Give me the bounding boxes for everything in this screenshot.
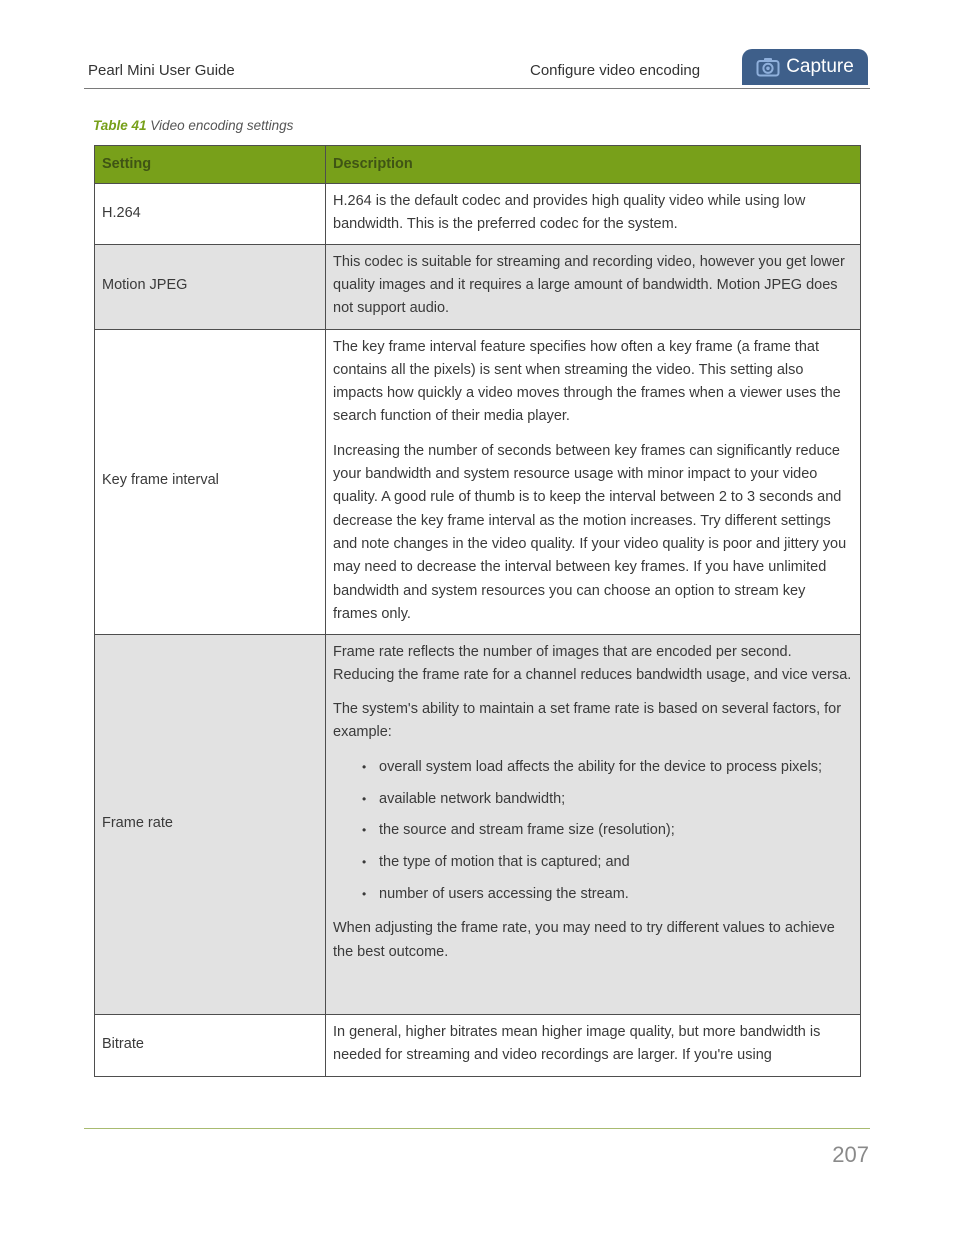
description-paragraph: H.264 is the default codec and provides high quality video while using low bandwidth. This is the preferred codec for the system. [333,193,806,233]
setting-cell: Key frame interval [95,329,326,634]
table-header-row [95,146,861,184]
description-paragraph: The system's ability to maintain a set frame rate is based on several factors, for example: [333,701,842,741]
description-paragraph: Frame rate reflects the number of images that are encoded per second. Reducing the frame rate for a channel reduces bandwidth usage, and vice versa. [333,643,852,683]
description-cell [326,184,861,245]
column-header-setting: Setting [95,146,326,184]
table-caption [93,118,293,133]
setting-cell: Motion JPEG [95,244,326,329]
capture-brand-tab [742,49,868,85]
section-title: Configure video encoding [530,62,701,79]
column-header-description: Description [326,146,861,184]
description-cell [326,244,861,329]
brand-label: Capture [786,56,854,77]
document-title: Pearl Mini User Guide [88,62,235,79]
description-paragraph: This codec is suitable for streaming and recording video, however you get lower quality images and it requires a large amount of bandwidth. Motion JPEG does not support audio. [333,253,845,317]
description-cell [326,329,861,634]
footer-divider [84,1128,870,1129]
list-item: • overall system load affects the ability for the device to process pixels; [379,756,853,779]
page-header [84,48,870,89]
description-cell [326,1014,861,1076]
list-item: • number of users accessing the stream. [379,883,853,906]
table-row [95,1014,861,1076]
factor-list [333,756,853,906]
description-paragraph: In general, higher bitrates mean higher image quality, but more bandwidth is needed for streaming and video recordings are larger. If you're using [333,1023,821,1063]
setting-cell: H.264 [95,184,326,245]
page-number: 207 [832,1142,869,1167]
list-item: • the source and stream frame size (resolution); [379,819,853,842]
camera-icon [756,57,780,77]
table-row [95,329,861,634]
video-encoding-table [94,145,861,1077]
description-cell [326,634,861,1014]
table-row [95,634,861,1014]
setting-cell: Frame rate [95,634,326,1014]
description-paragraph: The key frame interval feature specifies how often a key frame (a frame that contains all the pixels) is sent when streaming the video. This setting also impacts how quickly a video moves through the frames when a viewer uses the search function of their media player. [333,338,841,425]
setting-cell: Bitrate [95,1014,326,1076]
table-row [95,244,861,329]
table-title: Video encoding settings [150,118,294,133]
description-paragraph: When adjusting the frame rate, you may need to try different values to achieve the best outcome. [333,920,835,960]
table-row [95,184,861,245]
description-paragraph: Increasing the number of seconds between key frames can significantly reduce your bandwidth and system resource usage with minor impact to your video quality. A good rule of thumb is to keep the interval between 2 to 3 seconds and decrease the key frame interval as the motion increases. Try different settings and note changes in the video quality. If your video quality is poor and jittery you may need to decrease the interval between key frames. If you have unlimited bandwidth and system resources you can choose an option to stream key frames only. [333,442,847,622]
list-item: • the type of motion that is captured; and [379,851,853,874]
list-item: • available network bandwidth; [379,788,853,811]
table-number: Table 41 [93,118,147,133]
